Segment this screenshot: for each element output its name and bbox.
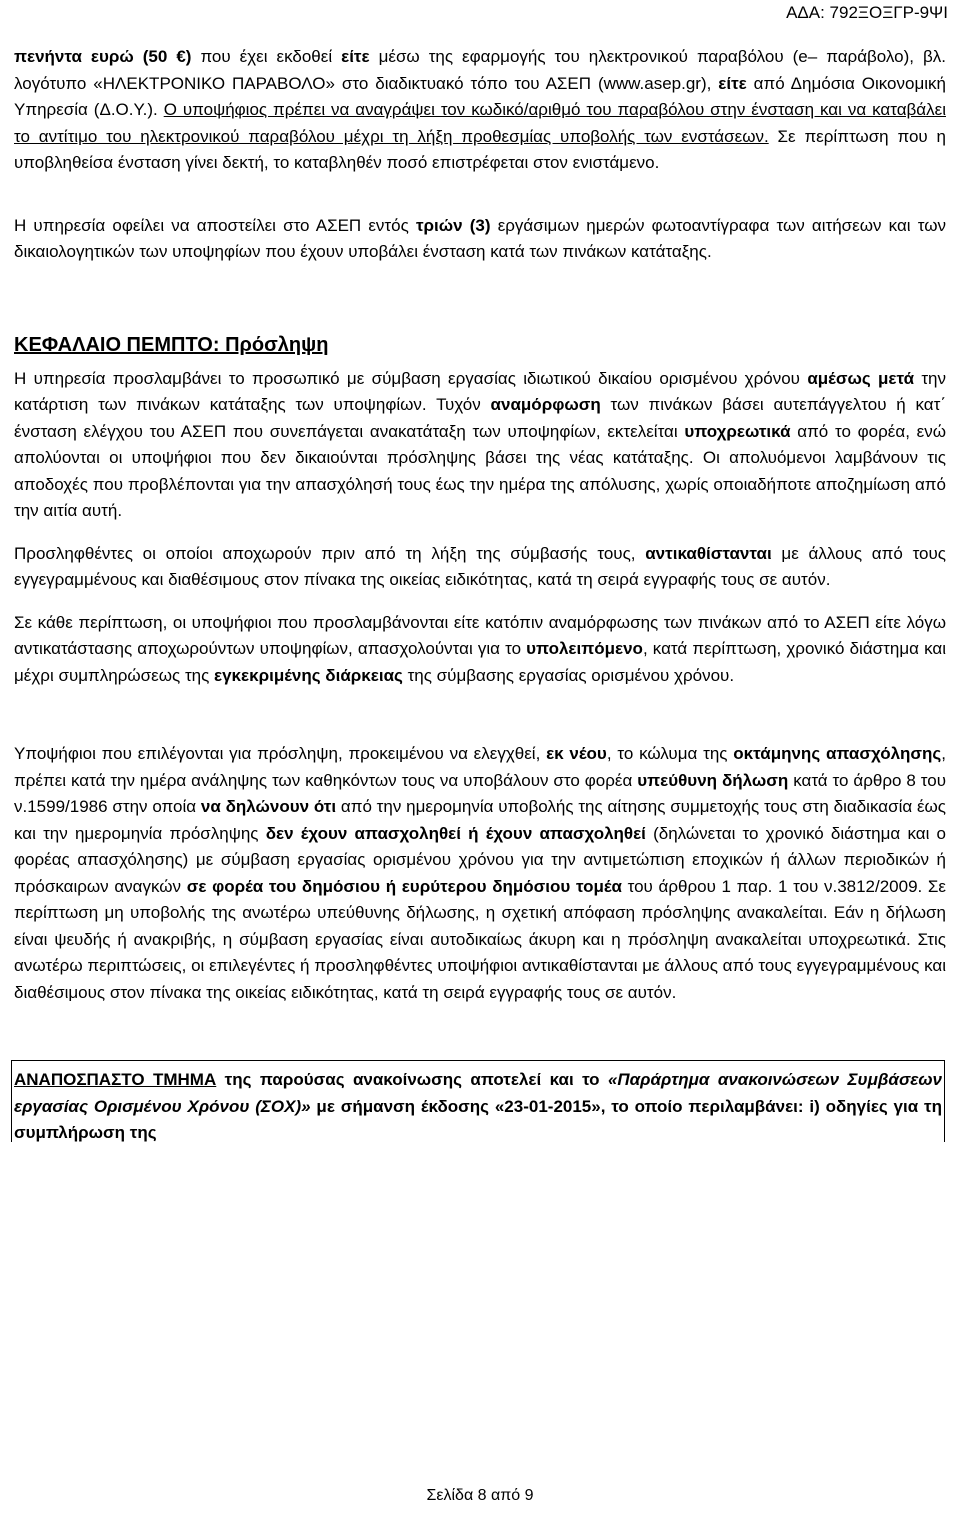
spacer	[14, 689, 946, 741]
paragraph-fee	[14, 44, 946, 177]
emphasis-declare-that: να δηλώνουν ότι	[200, 797, 337, 816]
spacer	[14, 594, 946, 610]
text-run: , το κώλυμα της	[606, 744, 734, 763]
text-run: Σε περίπτωση που η υποβληθείσα ένσταση γίνει δεκτή, το καταβληθέν ποσό επιστρέφεται στον ενιστάμενο.	[14, 126, 946, 172]
emphasis-either: είτε	[341, 47, 370, 66]
emphasis-three-days: τριών (3)	[415, 215, 491, 235]
annex-notice-text	[14, 1067, 942, 1142]
emphasis-remaining: υπολειπόμενο	[526, 639, 643, 658]
paragraph-service-obligation	[14, 213, 946, 266]
ada-code: ΑΔΑ: 792ΞΟΞΓΡ-9ΨΙ	[786, 3, 948, 22]
text-run: της παρούσας ανακοίνωσης αποτελεί και το	[216, 1070, 608, 1089]
emphasis-public-sector: σε φορέα του δημόσιου ή ευρύτερου δημόσιου τομέα	[186, 876, 622, 896]
paragraph-solemn-declaration	[14, 741, 946, 1006]
paragraph-hiring	[14, 366, 946, 525]
spacer	[14, 177, 946, 213]
annex-notice-box	[11, 1060, 945, 1142]
text-run: Η υπηρεσία οφείλει να αποστείλει στο ΑΣΕΠ εντός	[14, 215, 416, 235]
text-run: Προσληφθέντες οι οποίοι αποχωρούν πριν από τη λήξη της σύμβασής τους,	[14, 543, 646, 563]
text-run: Σε κάθε περίπτωση, οι υποψήφιοι που προσλαμβάνονται είτε κατόπιν αναμόρφωσης των πινάκων από το ΑΣΕΠ είτε λόγω αντικατάστασης αποχωρούντων υποψηφίων, απασχολούνται για το	[14, 612, 946, 658]
text-run: , κατά περίπτωση, χρονικό διάστημα και μέχρι συμπληρώσεως της	[14, 639, 946, 685]
text-run: της σύμβασης εργασίας ορισμένου χρόνου.	[402, 665, 735, 685]
text-run: από το φορέα, ενώ απολύονται οι υποψήφιοι που δεν δικαιούνται πρόσληψης βάσει της νέας κατάταξης. Οι απολυόμενοι λαμβάνουν τις αποδοχές που προβλέπονται για την απασχόλησή τους έως την ημέρα της απόλυσης, χωρίς οποιαδήποτε αποζημίωση από την αιτία αυτή.	[14, 421, 946, 520]
emphasis-approved-duration: εγκεκριμένης διάρκειας	[214, 665, 403, 685]
emphasis-mandatory: υποχρεωτικά	[684, 421, 791, 441]
text-run: των πινάκων βάσει αυτεπάγγελτου ή κατ΄ ένσταση ελέγχου του ΑΣΕΠ που συνεπάγεται ανακατάταξη των υποψηφίων, εκτελείται	[14, 395, 946, 441]
text-run: (δηλώνεται το χρονικό διάστημα και ο φορέας απασχόλησης) με σύμβαση εργασίας ορισμένου χρόνου για την αντιμετώπιση εποχικών ή άλλων περιοδικών ή πρόσκαιρων αναγκών	[14, 823, 946, 896]
paragraph-remaining-period	[14, 610, 946, 690]
emphasis-anew: εκ νέου	[546, 744, 607, 763]
spacer	[14, 525, 946, 541]
text-run: με άλλους από τους εγγεγραμμένους και διαθέσιμους στον πίνακα της οικείας ειδικότητας, κατά τη σειρά εγγραφής τους σε αυτόν.	[14, 543, 946, 589]
text-run: του άρθρου 1 παρ. 1 του ν.3812/2009. Σε περίπτωση μη υποβολής της ανωτέρω υπεύθυνης δήλωσης, η σχετική απόφαση πρόσληψης ανακαλείται. Εάν η δήλωση είναι ψευδής ή ανακριβής, η σύμβαση εργασίας είναι αυτοδικαίως άκυρη και η πρόσληψη ανακαλείται υποχρεωτικά. Στις ανωτέρω περιπτώσεις, οι επιλεγέντες ή προσληφθέντες υποψήφιοι αντικαθίστανται με άλλους από τους εγγεγραμμένους και διαθέσιμους στον πίνακα της οικείας ειδικότητας, κατά τη σειρά εγγραφής τους σε αυτόν.	[14, 876, 947, 1002]
annex-title: «Παράρτημα ανακοινώσεων Συμβάσεων εργασίας Ορισμένου Χρόνου (ΣΟΧ)»	[14, 1070, 943, 1116]
fee-amount: πενήντα ευρώ (50 €)	[14, 47, 192, 66]
text-run: από Δημόσια Οικονομική Υπηρεσία (Δ.Ο.Υ.).	[14, 73, 946, 119]
text-run: από την ημερομηνία υποβολής της αίτησης συμμετοχής τους στη διαδικασία έως και την ημερομηνία πρόσληψης	[14, 797, 947, 843]
emphasis-eight-month: οκτάμηνης απασχόλησης	[733, 744, 942, 763]
emphasis-or: είτε	[718, 73, 747, 93]
spacer	[14, 1006, 946, 1060]
emphasis-revision: αναμόρφωση	[490, 395, 601, 414]
page-number: Σελίδα 8 από 9	[426, 1487, 534, 1504]
text-run: εργάσιμων ημερών φωτοαντίγραφα των αιτήσεων και των δικαιολογητικών των υποψηφίων που έχουν υποβάλει ένσταση κατά των πινάκων κατάταξης.	[14, 215, 946, 261]
text-run: , πρέπει κατά την ημέρα ανάληψης των καθηκόντων τους να υποβάλουν στο φορέα	[14, 744, 947, 790]
underlined-instruction: Ο υποψήφιος πρέπει να αναγράψει τον κωδικό/αριθμό του παραβόλου στην ένσταση και να καταβάλει το αντίτιμο του ηλεκτρονικού παραβόλου μέχρι τη λήξη προθεσμίας υποβολής των ενστάσεων.	[14, 100, 946, 146]
text-run: μέσω της εφαρμογής του ηλεκτρονικού παραβόλου (e– παράβολο), βλ. λογότυπο «ΗΛΕΚΤΡΟΝΙΚΟ ΠΑΡΑΒΟΛΟ» στο διαδικτυακό τόπο του ΑΣΕΠ (www.asep.gr),	[14, 47, 947, 93]
emphasis-immediately: αμέσως μετά	[807, 368, 915, 388]
text-run: Η υπηρεσία προσλαμβάνει το προσωπικό με σύμβαση εργασίας ιδιωτικού δικαίου ορισμένου χρόνου	[14, 368, 808, 388]
text-run: που έχει εκδοθεί	[191, 47, 342, 66]
text-run: Υποψήφιοι που επιλέγονται για πρόσληψη, προκειμένου να ελεγχθεί,	[14, 744, 547, 763]
text-run: την κατάρτιση των πινάκων κατάταξης των υποψηφίων. Τυχόν	[14, 368, 947, 414]
text-run: με σήμανση έκδοσης «23-01-2015», το οποίο περιλαμβάνει: i) οδηγίες για τη συμπλήρωση της	[14, 1096, 942, 1142]
text-run: κατά το άρθρο 8 του ν.1599/1986 στην οποία	[14, 770, 946, 816]
emphasis-employment-status: δεν έχουν απασχοληθεί ή έχουν απασχοληθεί	[265, 823, 646, 843]
chapter-heading: ΚΕΦΑΛΑΙΟ ΠΕΜΠΤΟ: Πρόσληψη	[14, 333, 329, 356]
detachable-section-label: ΑΝΑΠΟΣΠΑΣΤΟ ΤΜΗΜΑ	[14, 1070, 217, 1089]
paragraph-replacement	[14, 541, 946, 594]
document-body	[14, 44, 946, 1142]
emphasis-replaced: αντικαθίστανται	[645, 543, 772, 563]
spacer	[14, 266, 946, 330]
emphasis-declaration: υπεύθυνη δήλωση	[637, 770, 789, 790]
